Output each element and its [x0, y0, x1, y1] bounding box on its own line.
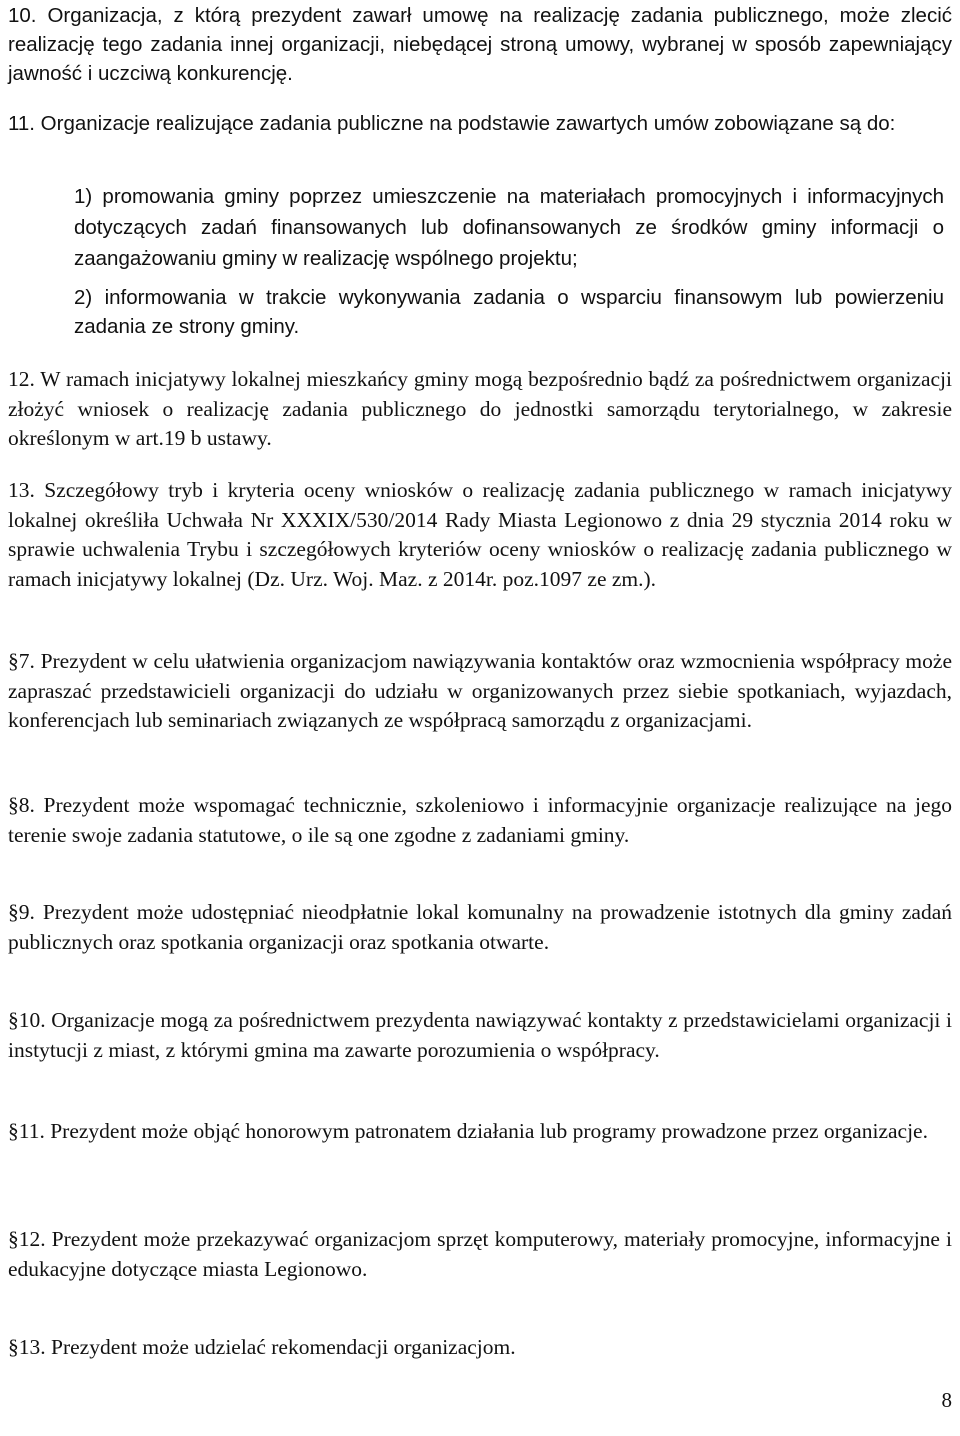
paragraph-10: 10. Organizacja, z którą prezydent zawarł umowę na realizację zadania publicznego, może zlecić realizację tego zadania innej organizacji, niebędącej stroną umowy, wybranej w sposób zapewniający jawność i uczciwą konkurencję. [8, 4, 952, 85]
section-8: §8. Prezydent może wspomagać technicznie, szkoleniowo i informacyjnie organizacje realizujące na jego terenie swoje zadania statutowe, o ile są one zgodne z zadaniami gminy. [8, 793, 952, 847]
section-13: §13. Prezydent może udzielać rekomendacji organizacjom. [8, 1335, 516, 1359]
paragraph-11-item-2: 2) informowania w trakcie wykonywania zadania o wsparciu finansowym lub powierzeniu zadania ze strony gminy. [74, 286, 944, 338]
section-9: §9. Prezydent może udostępniać nieodpłatnie lokal komunalny na prowadzenie istotnych dla gminy zadań publicznych oraz spotkania organizacji oraz spotkania otwarte. [8, 900, 952, 954]
section-12: §12. Prezydent może przekazywać organizacjom sprzęt komputerowy, materiały promocyjne, informacyjne i edukacyjne dotyczące miasta Legionowo. [8, 1227, 952, 1281]
section-7: §7. Prezydent w celu ułatwienia organizacjom nawiązywania kontaktów oraz wzmocnienia współpracy może zapraszać przedstawicieli organizacji do udziału w organizowanych przez siebie spotkaniach, wyjazdach, konferencjach lub seminariach związanych ze współpracą samorządu z organizacjami. [8, 649, 952, 732]
paragraph-12: 12. W ramach inicjatywy lokalnej mieszkańcy gminy mogą bezpośrednio bądź za pośrednictwem organizacji złożyć wniosek o realizację zadania publicznego do jednostki samorządu terytorialnego, w zakresie określonym w art.19 b ustawy. [8, 367, 952, 450]
section-11: §11. Prezydent może objąć honorowym patronatem działania lub programy prowadzone przez organizacje. [8, 1119, 928, 1143]
page-number: 8 [941, 1388, 952, 1412]
paragraph-11: 11. Organizacje realizujące zadania publiczne na podstawie zawartych umów zobowiązane są do: [8, 112, 896, 135]
section-10: §10. Organizacje mogą za pośrednictwem prezydenta nawiązywać kontakty z przedstawicielami organizacji i instytucji z miast, z którymi gmina ma zawarte porozumienia o współpracy. [8, 1008, 952, 1062]
paragraph-11-item-1: 1) promowania gminy poprzez umieszczenie na materiałach promocyjnych i informacyjnych dotyczących zadań finansowanych lub dofinansowanych ze środków gminy informacji o zaangażowaniu gminy w realizację wspólnego projektu; [74, 185, 944, 270]
paragraph-13: 13. Szczegółowy tryb i kryteria oceny wniosków o realizację zadania publicznego w ramach inicjatywy lokalnej określiła Uchwała Nr XXXIX/530/2014 Rady Miasta Legionowo z dnia 29 stycznia 2014 roku w sprawie uchwalenia Trybu i szczegółowych kryteriów oceny wniosków o realizację zadania publicznego w ramach inicjatywy lokalnej (Dz. Urz. Woj. Maz. z 2014r. poz.1097 ze zm.). [8, 478, 952, 591]
